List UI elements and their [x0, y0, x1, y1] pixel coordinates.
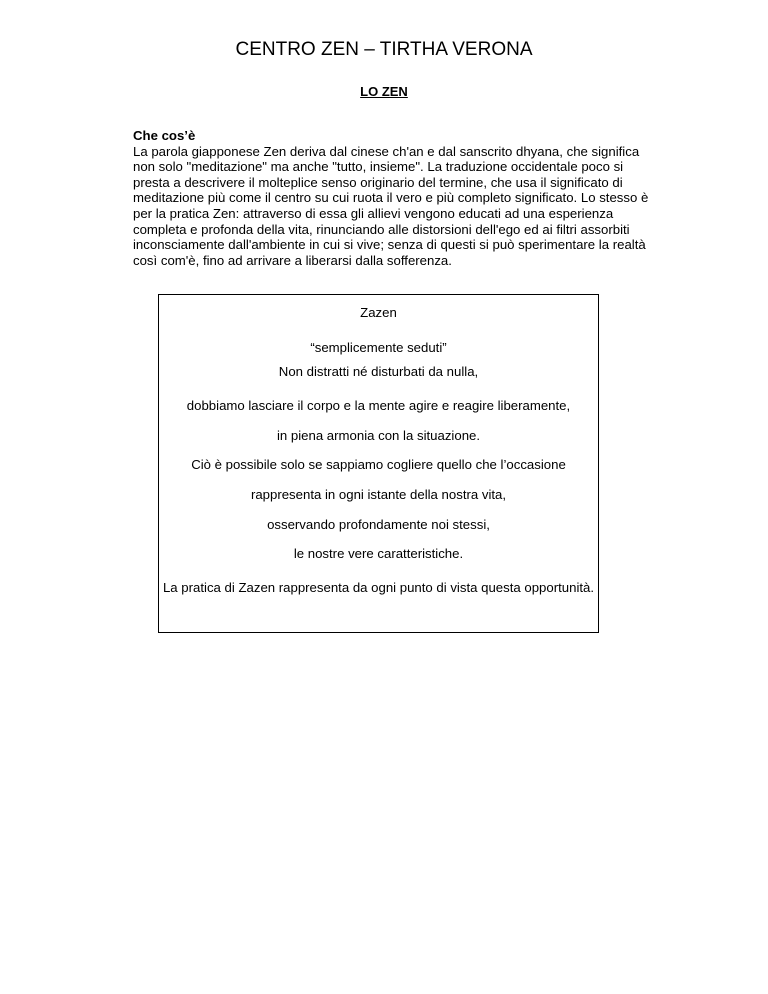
quote-line: in piena armonia con la situazione. — [276, 428, 481, 443]
quote-line: “semplicemente seduti” — [310, 340, 447, 355]
intro-paragraph: La parola giapponese Zen deriva dal cinese ch'an e dal sanscrito dhyana, che significa non solo "meditazione" ma anche "tutto, insieme". La traduzione occidentale poco si presta a descrivere il molteplice senso originario del termine, che usa il significato di meditazione più come il centro su cui ruota il vero e più completo significato. Lo stesso è per la pratica Zen: attraverso di essa gli allievi vengono educati ad una esperienza completa e profonda della vita, rinunciando alle distorsioni dell'ego ed ai filtri assorbiti inconsciamente dall'ambiente in cui si vive; senza di questi si può sperimentare la realtà così com'è, fino ad arrivare a liberarsi dalla sofferenza. — [133, 143, 649, 268]
quote-line: La pratica di Zazen rappresenta da ogni punto di vista questa opportunità. — [162, 580, 595, 595]
quote-line: Non distratti né disturbati da nulla, — [278, 364, 479, 379]
zazen-quote-box — [158, 294, 599, 633]
quote-line: osservando profondamente noi stessi, — [267, 517, 490, 532]
quote-line: rappresenta in ogni istante della nostra vita, — [250, 487, 507, 502]
quote-line-title: Zazen — [360, 305, 397, 320]
page-title: CENTRO ZEN – TIRTHA VERONA — [235, 39, 533, 60]
intro-section — [133, 128, 653, 268]
quote-line: dobbiamo lasciare il corpo e la mente agire e reagire liberamente, — [186, 398, 571, 413]
quote-line: le nostre vere caratteristiche. — [293, 546, 464, 561]
section-heading: LO ZEN — [360, 84, 408, 99]
quote-line: Ciò è possibile solo se sappiamo cogliere quello che l’occasione — [191, 457, 566, 472]
intro-heading: Che cos’è — [133, 128, 196, 143]
